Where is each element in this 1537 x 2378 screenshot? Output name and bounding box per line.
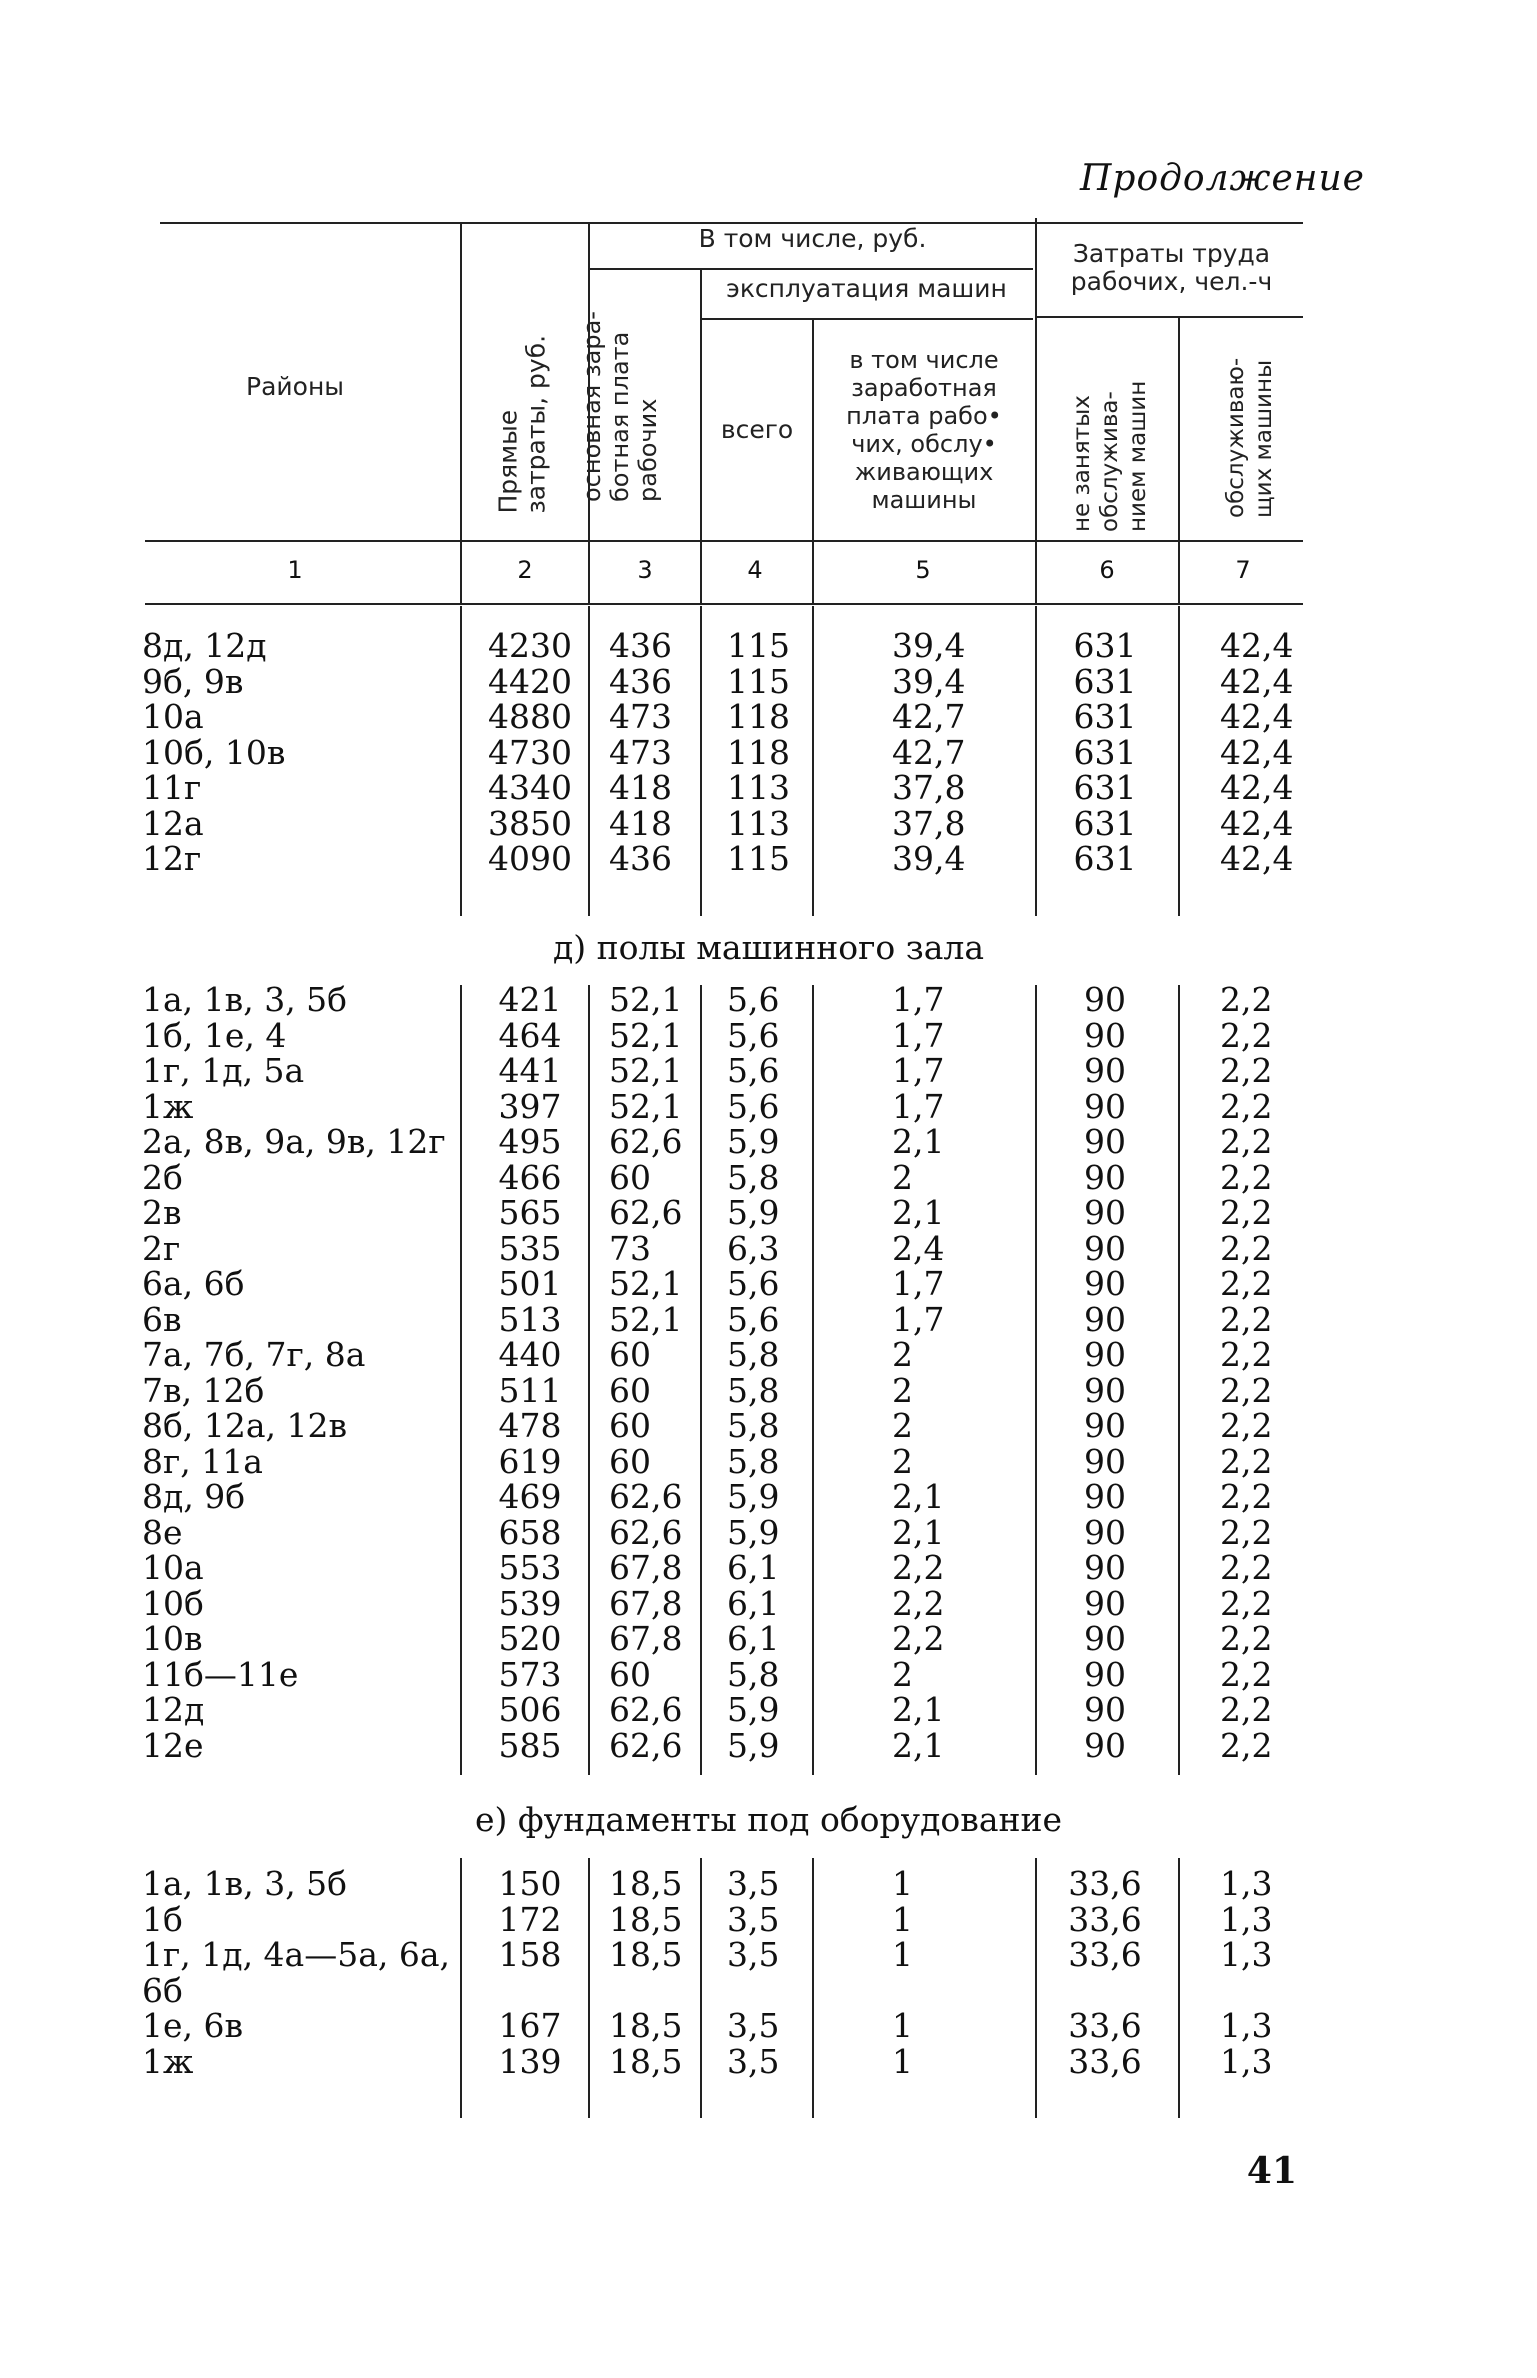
header-labor-costs: Затраты труда рабочих, чел.-ч bbox=[1070, 239, 1273, 296]
table-cell: 397 bbox=[498, 1086, 562, 1126]
table-cell: 52,1 bbox=[609, 1299, 683, 1339]
table-cell: 1ж bbox=[142, 2041, 194, 2081]
header-vline-5 bbox=[1035, 218, 1037, 604]
table-cell: 2 bbox=[892, 1335, 913, 1374]
table-cell: 1,7 bbox=[892, 1299, 945, 1339]
table-cell: 172 bbox=[498, 1899, 562, 1939]
table-cell: 478 bbox=[498, 1406, 562, 1445]
table-cell: 60 bbox=[609, 1370, 651, 1410]
table-cell: 52,1 bbox=[609, 1264, 683, 1303]
table-cell: 585 bbox=[498, 1725, 562, 1765]
table-cell: 2,2 bbox=[1220, 1654, 1273, 1694]
table-cell: 2,2 bbox=[1220, 1725, 1273, 1765]
table-cell: 4730 bbox=[488, 732, 572, 772]
table-cell: 418 bbox=[609, 803, 672, 843]
table-cell: 1,7 bbox=[892, 1264, 945, 1303]
table-cell: 90 bbox=[1084, 1228, 1126, 1268]
table-cell: 90 bbox=[1084, 1583, 1126, 1623]
table-cell: 42,4 bbox=[1220, 661, 1294, 701]
table-cell: 12д bbox=[142, 1690, 205, 1729]
table-cell: 418 bbox=[609, 768, 672, 807]
table-cell: 6в bbox=[142, 1299, 182, 1339]
table-cell: 535 bbox=[498, 1228, 562, 1268]
table-cell: 115 bbox=[727, 661, 790, 701]
table-cell: 90 bbox=[1084, 1086, 1126, 1126]
table-cell: 8г, 11а bbox=[142, 1441, 263, 1481]
table-cell: 2,2 bbox=[1220, 1477, 1273, 1516]
table-cell: 18,5 bbox=[609, 2041, 683, 2081]
table-cell: 1 bbox=[892, 1935, 913, 1974]
table-cell: 90 bbox=[1084, 1441, 1126, 1481]
table-cell: 2,2 bbox=[1220, 1441, 1273, 1481]
regions-column bbox=[142, 982, 462, 1763]
table-cell: 3,5 bbox=[727, 2041, 780, 2081]
table-cell: 553 bbox=[498, 1548, 562, 1587]
direct-costs-column bbox=[470, 982, 590, 1763]
table-cell: 1 bbox=[892, 1864, 913, 1903]
table-cell: 2,2 bbox=[1220, 1193, 1273, 1232]
table-cell: 10б, 10в bbox=[142, 732, 286, 772]
table-cell: 6,1 bbox=[727, 1583, 780, 1623]
table-cell: 2 bbox=[892, 1654, 913, 1694]
table-cell: 1,7 bbox=[892, 1015, 945, 1055]
header-regions: Районы bbox=[246, 372, 345, 401]
table-cell: 42,7 bbox=[892, 697, 966, 736]
table-cell: 631 bbox=[1073, 839, 1137, 878]
base-wages-column bbox=[595, 628, 719, 877]
table-cell: 12е bbox=[142, 1725, 204, 1765]
table-cell: 2в bbox=[142, 1193, 182, 1232]
table-cell: 33,6 bbox=[1068, 2006, 1142, 2045]
table-cell: 12а bbox=[142, 803, 204, 843]
table-cell: 631 bbox=[1073, 661, 1137, 701]
machine-total-column bbox=[705, 982, 837, 1763]
table-cell: 573 bbox=[498, 1654, 562, 1694]
table-cell: 513 bbox=[498, 1299, 562, 1339]
table-cell: 4880 bbox=[488, 697, 572, 736]
table-cell: 1,7 bbox=[892, 980, 945, 1019]
table-cell: 2,2 bbox=[1220, 1299, 1273, 1339]
table-cell: 42,4 bbox=[1220, 768, 1294, 807]
table-cell: 5,8 bbox=[727, 1441, 780, 1481]
table-cell: 436 bbox=[609, 661, 672, 701]
table-cell: 158 bbox=[498, 1935, 562, 1974]
labor-not-machine-column bbox=[1040, 628, 1170, 877]
header-vline-4 bbox=[812, 320, 814, 604]
table-cell: 5,9 bbox=[727, 1725, 780, 1765]
table-cell: 8б, 12а, 12в bbox=[142, 1406, 348, 1445]
table-cell: 10б bbox=[142, 1583, 204, 1623]
table-cell: 2,1 bbox=[892, 1122, 945, 1161]
table-cell: 7в, 12б bbox=[142, 1370, 265, 1410]
table-cell: 6а, 6б bbox=[142, 1264, 245, 1303]
labor-machine-column bbox=[1180, 628, 1330, 877]
table-cell: 2,1 bbox=[892, 1477, 945, 1516]
base-wages-column bbox=[595, 982, 719, 1763]
table-cell: 3850 bbox=[488, 803, 572, 843]
labor-machine-column bbox=[1180, 1866, 1330, 2079]
table-cell: 37,8 bbox=[892, 803, 966, 843]
table-cell: 6,3 bbox=[727, 1228, 780, 1268]
table-cell: 631 bbox=[1073, 803, 1137, 843]
table-cell: 2,2 bbox=[892, 1583, 945, 1623]
table-cell: 1а, 1в, 3, 5б bbox=[142, 1864, 348, 1903]
header-incl-wages: в том числе заработная плата рабо• чих, обслу• живающих машины bbox=[846, 346, 1002, 514]
table-cell: 113 bbox=[727, 768, 790, 807]
colnum-7: 7 bbox=[1235, 556, 1251, 584]
table-cell: 9б, 9в bbox=[142, 661, 244, 701]
table-cell: 90 bbox=[1084, 1477, 1126, 1516]
table-cell: 2,2 bbox=[1220, 1583, 1273, 1623]
table-cell: 2,2 bbox=[1220, 980, 1273, 1019]
table-cell: 33,6 bbox=[1068, 2041, 1142, 2081]
continuation-label: Продолжение bbox=[1080, 158, 1365, 199]
table-cell: 90 bbox=[1084, 1370, 1126, 1410]
header-sub-rule-including bbox=[588, 268, 1033, 270]
table-cell: 1,3 bbox=[1220, 1864, 1273, 1903]
table-cell: 2,2 bbox=[1220, 1548, 1273, 1587]
table-cell: 90 bbox=[1084, 1406, 1126, 1445]
table-cell: 1 bbox=[892, 2006, 913, 2045]
table-cell: 2,2 bbox=[1220, 1157, 1273, 1197]
table-cell: 2а, 8в, 9а, 9в, 12г bbox=[142, 1122, 446, 1161]
table-cell: 6,1 bbox=[727, 1548, 780, 1587]
labor-machine-column bbox=[1180, 982, 1330, 1763]
table-cell: 2,2 bbox=[1220, 1015, 1273, 1055]
table-cell: 495 bbox=[498, 1122, 562, 1161]
table-cell: 2,2 bbox=[1220, 1051, 1273, 1090]
table-cell: 619 bbox=[498, 1441, 562, 1481]
table-cell: 60 bbox=[609, 1654, 651, 1694]
header-machine-operation: эксплуатация машин bbox=[726, 274, 1007, 303]
table-cell: 39,4 bbox=[892, 626, 966, 665]
table-cell: 473 bbox=[609, 732, 672, 772]
table-cell: 469 bbox=[498, 1477, 562, 1516]
table-cell: 631 bbox=[1073, 626, 1137, 665]
table-cell: 33,6 bbox=[1068, 1899, 1142, 1939]
table-cell: 60 bbox=[609, 1335, 651, 1374]
table-cell: 473 bbox=[609, 697, 672, 736]
table-cell: 39,4 bbox=[892, 661, 966, 701]
table-cell: 62,6 bbox=[609, 1725, 683, 1765]
table-cell: 2,2 bbox=[1220, 1335, 1273, 1374]
colnum-4: 4 bbox=[747, 556, 763, 584]
table-cell: 11г bbox=[142, 768, 202, 807]
table-cell: 2,2 bbox=[1220, 1086, 1273, 1126]
table-cell: 62,6 bbox=[609, 1477, 683, 1516]
table-cell: 5,9 bbox=[727, 1477, 780, 1516]
table-cell: 42,4 bbox=[1220, 732, 1294, 772]
table-cell: 631 bbox=[1073, 732, 1137, 772]
table-cell: 33,6 bbox=[1068, 1864, 1142, 1903]
table-cell: 90 bbox=[1084, 1725, 1126, 1765]
table-cell: 1,3 bbox=[1220, 1899, 1273, 1939]
table-cell: 1,3 bbox=[1220, 2041, 1273, 2081]
table-cell: 90 bbox=[1084, 1548, 1126, 1587]
table-cell: 10а bbox=[142, 697, 204, 736]
section-title-floors: д) полы машинного зала bbox=[552, 928, 985, 967]
table-cell: 4090 bbox=[488, 839, 572, 878]
table-cell: 5,6 bbox=[727, 1086, 780, 1126]
table-cell: 2,2 bbox=[1220, 1690, 1273, 1729]
table-cell: 1,7 bbox=[892, 1051, 945, 1090]
table-cell: 1 bbox=[892, 2041, 913, 2081]
table-cell: 5,9 bbox=[727, 1193, 780, 1232]
table-cell: 441 bbox=[498, 1051, 562, 1090]
table-cell: 90 bbox=[1084, 1335, 1126, 1374]
table-cell: 2,1 bbox=[892, 1193, 945, 1232]
table-cell: 2,4 bbox=[892, 1228, 945, 1268]
table-cell: 4340 bbox=[488, 768, 572, 807]
table-cell: 1г, 1д, 4а—5а, 6а, 6б bbox=[142, 1935, 451, 2010]
table-cell: 12г bbox=[142, 839, 202, 878]
colnum-3: 3 bbox=[637, 556, 653, 584]
header-direct-costs: Прямые затраты, руб. bbox=[493, 334, 551, 514]
colnum-2: 2 bbox=[517, 556, 533, 584]
table-cell: 501 bbox=[498, 1264, 562, 1303]
table-cell: 631 bbox=[1073, 697, 1137, 736]
table-cell: 466 bbox=[498, 1157, 562, 1197]
table-cell: 5,6 bbox=[727, 1051, 780, 1090]
table-cell: 5,9 bbox=[727, 1122, 780, 1161]
table-cell: 6,1 bbox=[727, 1619, 780, 1658]
header-bottom-rule bbox=[145, 540, 1303, 542]
table-cell: 90 bbox=[1084, 1264, 1126, 1303]
table-cell: 90 bbox=[1084, 1512, 1126, 1552]
table-cell: 520 bbox=[498, 1619, 562, 1658]
table-cell: 18,5 bbox=[609, 1864, 683, 1903]
table-cell: 1ж bbox=[142, 1086, 194, 1126]
table-cell: 62,6 bbox=[609, 1193, 683, 1232]
table-cell: 2,2 bbox=[1220, 1512, 1273, 1552]
table-cell: 1,3 bbox=[1220, 2006, 1273, 2045]
labor-not-machine-column bbox=[1040, 982, 1170, 1763]
table-cell: 4230 bbox=[488, 626, 572, 665]
table-cell: 2,2 bbox=[1220, 1122, 1273, 1161]
table-cell: 1г, 1д, 5а bbox=[142, 1051, 305, 1090]
table-cell: 2б bbox=[142, 1157, 183, 1197]
colnum-6: 6 bbox=[1099, 556, 1115, 584]
table-cell: 90 bbox=[1084, 1015, 1126, 1055]
page-number: 41 bbox=[1246, 2150, 1297, 2192]
table-cell: 18,5 bbox=[609, 1935, 683, 1974]
labor-not-machine-column bbox=[1040, 1866, 1170, 2079]
table-cell: 2,2 bbox=[1220, 1264, 1273, 1303]
table-cell: 39,4 bbox=[892, 839, 966, 878]
table-cell: 42,7 bbox=[892, 732, 966, 772]
table-cell: 631 bbox=[1073, 768, 1137, 807]
header-machine-servicing: обслуживаю-щих машины bbox=[1223, 357, 1277, 518]
table-cell: 115 bbox=[727, 839, 790, 878]
table-cell: 4420 bbox=[488, 661, 572, 701]
table-cell: 42,4 bbox=[1220, 803, 1294, 843]
header-base-wages: основная зара-ботная плата рабочих bbox=[578, 311, 662, 502]
table-cell: 5,6 bbox=[727, 1299, 780, 1339]
table-cell: 52,1 bbox=[609, 1051, 683, 1090]
table-cell: 67,8 bbox=[609, 1619, 683, 1658]
table-cell: 5,8 bbox=[727, 1654, 780, 1694]
table-cell: 3,5 bbox=[727, 1864, 780, 1903]
table-cell: 2 bbox=[892, 1406, 913, 1445]
header-not-machine: не занятых обслужива-нием машин bbox=[1069, 380, 1151, 532]
table-cell: 37,8 bbox=[892, 768, 966, 807]
table-cell: 2 bbox=[892, 1441, 913, 1481]
table-cell: 115 bbox=[727, 626, 790, 665]
table-cell: 10а bbox=[142, 1548, 204, 1587]
table-cell: 440 bbox=[498, 1335, 562, 1374]
table-cell: 150 bbox=[498, 1864, 562, 1903]
table-cell: 90 bbox=[1084, 1157, 1126, 1197]
colnum-5: 5 bbox=[915, 556, 931, 584]
table-cell: 42,4 bbox=[1220, 697, 1294, 736]
table-cell: 113 bbox=[727, 803, 790, 843]
table-cell: 67,8 bbox=[609, 1548, 683, 1587]
table-cell: 52,1 bbox=[609, 1086, 683, 1126]
table-cell: 2 bbox=[892, 1157, 913, 1197]
table-cell: 1,7 bbox=[892, 1086, 945, 1126]
table-cell: 1б bbox=[142, 1899, 183, 1939]
table-cell: 5,6 bbox=[727, 980, 780, 1019]
table-cell: 2,2 bbox=[892, 1619, 945, 1658]
table-cell: 2,2 bbox=[892, 1548, 945, 1587]
header-vline-6 bbox=[1178, 318, 1180, 604]
machine-total-column bbox=[705, 628, 837, 877]
table-cell: 658 bbox=[498, 1512, 562, 1552]
table-cell: 436 bbox=[609, 626, 672, 665]
table-cell: 90 bbox=[1084, 1299, 1126, 1339]
table-cell: 90 bbox=[1084, 1690, 1126, 1729]
table-cell: 11б—11е bbox=[142, 1654, 299, 1694]
table-cell: 90 bbox=[1084, 1051, 1126, 1090]
header-total: всего bbox=[720, 415, 794, 444]
table-cell: 3,5 bbox=[727, 2006, 780, 2045]
table-cell: 60 bbox=[609, 1441, 651, 1481]
table-cell: 2 bbox=[892, 1370, 913, 1410]
table-cell: 3,5 bbox=[727, 1899, 780, 1939]
table-cell: 5,6 bbox=[727, 1015, 780, 1055]
table-cell: 7а, 7б, 7г, 8а bbox=[142, 1335, 366, 1374]
base-wages-column bbox=[595, 1866, 719, 2079]
table-cell: 1,3 bbox=[1220, 1935, 1273, 1974]
table-cell: 118 bbox=[727, 732, 790, 772]
table-cell: 5,6 bbox=[727, 1264, 780, 1303]
header-including: В том числе, руб. bbox=[698, 224, 927, 253]
table-cell: 464 bbox=[498, 1015, 562, 1055]
table-cell: 436 bbox=[609, 839, 672, 878]
table-cell: 2г bbox=[142, 1228, 181, 1268]
table-cell: 167 bbox=[498, 2006, 562, 2045]
table-cell: 2,2 bbox=[1220, 1228, 1273, 1268]
table-cell: 2,1 bbox=[892, 1512, 945, 1552]
table-cell: 33,6 bbox=[1068, 1935, 1142, 1974]
table-cell: 67,8 bbox=[609, 1583, 683, 1623]
table-cell: 90 bbox=[1084, 980, 1126, 1019]
table-cell: 42,4 bbox=[1220, 839, 1294, 878]
table-cell: 2,1 bbox=[892, 1725, 945, 1765]
table-cell: 565 bbox=[498, 1193, 562, 1232]
table-cell: 42,4 bbox=[1220, 626, 1294, 665]
table-cell: 1 bbox=[892, 1899, 913, 1939]
regions-column bbox=[142, 628, 462, 877]
table-cell: 52,1 bbox=[609, 1015, 683, 1055]
table-cell: 10в bbox=[142, 1619, 203, 1658]
table-cell: 118 bbox=[727, 697, 790, 736]
table-cell: 8д, 9б bbox=[142, 1477, 246, 1516]
table-cell: 5,8 bbox=[727, 1157, 780, 1197]
table-cell: 539 bbox=[498, 1583, 562, 1623]
table-cell: 421 bbox=[498, 980, 562, 1019]
table-cell: 62,6 bbox=[609, 1690, 683, 1729]
header-sub-rule-machines bbox=[700, 318, 1033, 320]
table-cell: 90 bbox=[1084, 1193, 1126, 1232]
direct-costs-column bbox=[470, 628, 590, 877]
table-cell: 506 bbox=[498, 1690, 562, 1729]
table-cell: 52,1 bbox=[609, 980, 683, 1019]
table-cell: 8д, 12д bbox=[142, 626, 267, 665]
table-cell: 5,9 bbox=[727, 1690, 780, 1729]
table-cell: 8е bbox=[142, 1512, 183, 1552]
table-cell: 139 bbox=[498, 2041, 562, 2081]
table-cell: 60 bbox=[609, 1157, 651, 1197]
colnum-1: 1 bbox=[287, 556, 303, 584]
table-cell: 1е, 6в bbox=[142, 2006, 244, 2045]
table-cell: 1б, 1е, 4 bbox=[142, 1015, 287, 1055]
table-cell: 90 bbox=[1084, 1654, 1126, 1694]
table-cell: 18,5 bbox=[609, 1899, 683, 1939]
table-cell: 2,2 bbox=[1220, 1406, 1273, 1445]
table-cell: 62,6 bbox=[609, 1122, 683, 1161]
table-cell: 18,5 bbox=[609, 2006, 683, 2045]
table-cell: 5,9 bbox=[727, 1512, 780, 1552]
section-title-foundations: е) фундаменты под оборудование bbox=[474, 1800, 1063, 1839]
table-cell: 2,2 bbox=[1220, 1370, 1273, 1410]
table-cell: 5,8 bbox=[727, 1335, 780, 1374]
table-cell: 5,8 bbox=[727, 1406, 780, 1445]
machine-total-column bbox=[705, 1866, 837, 2079]
direct-costs-column bbox=[470, 1866, 590, 2079]
table-cell: 5,8 bbox=[727, 1370, 780, 1410]
colnum-bottom-rule bbox=[145, 603, 1303, 605]
table-cell: 511 bbox=[498, 1370, 562, 1410]
table-cell: 73 bbox=[609, 1228, 651, 1268]
table-cell: 2,1 bbox=[892, 1690, 945, 1729]
table-cell: 62,6 bbox=[609, 1512, 683, 1552]
table-cell: 1а, 1в, 3, 5б bbox=[142, 980, 348, 1019]
table-cell: 3,5 bbox=[727, 1935, 780, 1974]
table-cell: 90 bbox=[1084, 1122, 1126, 1161]
table-cell: 60 bbox=[609, 1406, 651, 1445]
header-vline-1 bbox=[460, 224, 462, 604]
table-cell: 90 bbox=[1084, 1619, 1126, 1658]
table-cell: 2,2 bbox=[1220, 1619, 1273, 1658]
regions-column bbox=[142, 1866, 462, 2079]
